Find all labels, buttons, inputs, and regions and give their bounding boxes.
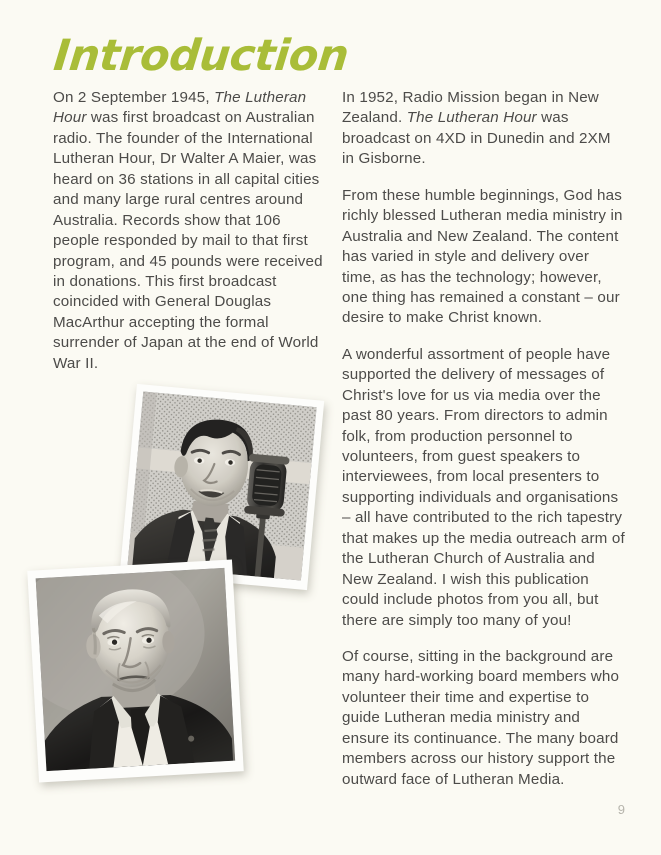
paragraph-segment: was first broadcast on Australian radio. The founder of the International Lutheran Hour, Dr Walter A Maier, was heard on 36 stations in all capital cities and many large rural centres around Australia. Records show that 106 people responded by mail to that first program, and 45 pounds were received in donations. This first broadcast coincided with General Douglas MacArthur accepting the formal surrender of Japan at the end of World War II. [53, 109, 323, 372]
paragraph-segment: From these humble beginnings, God has richly blessed Lutheran media ministry in Australia and New Zealand. The content has varied in style and delivery over time, as has the technology; however, one thing has remained a constant – our desire to make Christ known. [342, 186, 623, 327]
photo-man-at-microphone-image [128, 391, 317, 580]
page-title: Introduction [51, 30, 351, 81]
paragraph [342, 647, 626, 790]
paragraph [342, 88, 626, 170]
paragraph-segment: was broadcast on 4XD in Dunedin and 2XM in Gisborne. [342, 109, 611, 168]
paragraph-segment: Of course, sitting in the background are many hard-working board members who volunteer their time and expertise to guide Lutheran media ministry and ensure its continuance. The many board members across our history support the outward face of Lutheran Media. [342, 647, 620, 788]
left-text-column [53, 88, 331, 374]
paragraph [342, 345, 626, 631]
paragraph [53, 88, 331, 374]
paragraph-segment: In 1952, Radio Mission began in New Zealand. [342, 89, 599, 127]
paragraph-segment: A wonderful assortment of people have supported the delivery of messages of Christ's love for us via media over the past 80 years. From directors to admin folk, from production personnel to volunteers, from guest speakers to interviewees, from local presenters to supporting individuals and organisations – all have contributed to the rich tapestry that makes up the media outreach arm of the Lutheran Church of Australia and New Zealand. I wish this publication could include photos from you all, but there are simply too many of you! [342, 345, 625, 629]
paragraph-segment: On 2 September 1945, [53, 89, 215, 106]
paragraph [342, 186, 626, 329]
photo-image-area [128, 391, 317, 580]
right-text-column [342, 88, 626, 790]
photo-image-area [36, 568, 235, 771]
photo-portrait-of-man [27, 559, 244, 782]
page-number: 9 [617, 802, 625, 817]
paragraph-segment-italic: The Lutheran Hour [406, 109, 537, 127]
photo-portrait-of-man-image [36, 568, 235, 771]
paragraph-segment-italic: The Lutheran Hour [53, 89, 307, 127]
